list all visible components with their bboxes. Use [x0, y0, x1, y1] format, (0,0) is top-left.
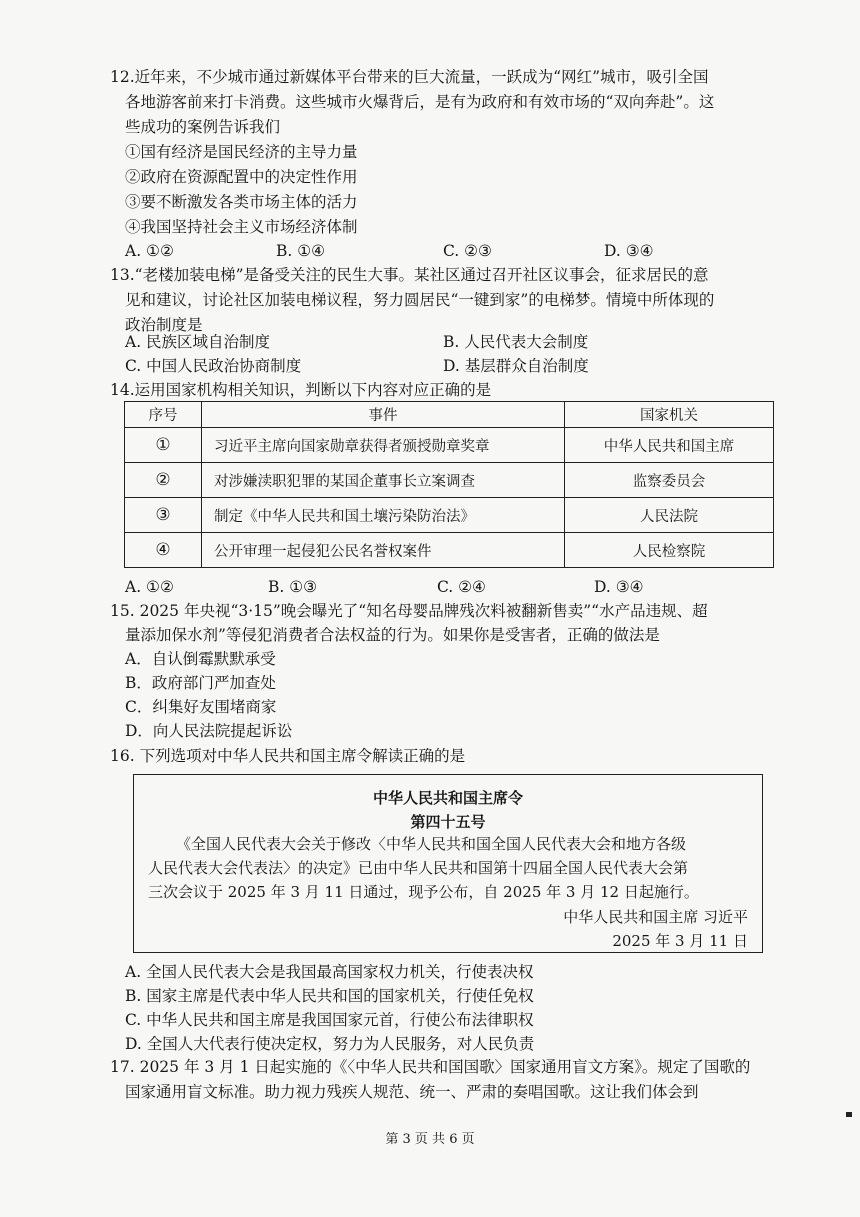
q13-option-a[interactable]: A. 民族区域自治制度: [125, 333, 271, 351]
q12-stem-line-1: 12.近年来，不少城市通过新媒体平台带来的巨大流量，一跃成为“网红”城市，吸引全国: [110, 68, 709, 86]
q15-option-a[interactable]: A．自认倒霉默默承受: [125, 650, 276, 668]
scan-mark: [846, 1112, 852, 1117]
table-row: [125, 463, 774, 498]
order-number: 第四十五号: [410, 813, 486, 831]
q16-stem: 16. 下列选项对中华人民共和国主席令解读正确的是: [110, 747, 466, 765]
q12-item-3: ③要不断激发各类市场主体的活力: [125, 193, 358, 211]
q12-option-a[interactable]: A. ①②: [125, 242, 174, 260]
table-row: [125, 533, 774, 568]
q16-option-d[interactable]: D. 全国人大代表行使决定权，努力为人民服务，对人民负责: [125, 1035, 535, 1053]
q14-row-event: 对涉嫌渎职犯罪的某国企董事长立案调查: [202, 463, 565, 498]
q14-row-organ: 人民法院: [565, 498, 774, 533]
q14-row-organ: 监察委员会: [565, 463, 774, 498]
q14-option-b[interactable]: B. ①③: [268, 578, 318, 596]
q13-stem-line-2: 见和建议，讨论社区加装电梯议程，努力圆居民“一键到家”的电梯梦。情境中所体现的: [125, 291, 715, 309]
q12-stem-line-3: 些成功的案例告诉我们: [125, 118, 281, 136]
q15-option-c[interactable]: C．纠集好友围堵商家: [125, 698, 277, 716]
q12-item-4: ④我国坚持社会主义市场经济体制: [125, 218, 358, 236]
q14-option-a[interactable]: A. ①②: [125, 578, 174, 596]
q13-stem-line-1: 13.“老楼加装电梯”是备受关注的民生大事。某社区通过召开社区议事会，征求居民的意: [110, 266, 709, 284]
q14-table: [124, 401, 774, 568]
q15-option-b[interactable]: B．政府部门严加查处: [125, 674, 276, 692]
q14-row-num: ④: [125, 533, 202, 568]
q14-row-event: 制定《中华人民共和国土壤污染防治法》: [202, 498, 565, 533]
q14-row-organ: 中华人民共和国主席: [565, 428, 774, 463]
page-footer: 第 3 页 共 6 页: [385, 1132, 475, 1147]
order-date: 2025 年 3 月 11 日: [612, 932, 748, 950]
q15-stem-line-1: 15. 2025 年央视“3·15”晚会曝光了“知名母婴品牌残次料被翻新售卖”“水产品违规、超: [110, 602, 708, 620]
q14-option-d[interactable]: D. ③④: [594, 578, 644, 596]
q12-item-1: ①国有经济是国民经济的主导力量: [125, 143, 358, 161]
q14-stem: 14.运用国家机构相关知识，判断以下内容对应正确的是: [110, 381, 492, 399]
q13-option-c[interactable]: C. 中国人民政治协商制度: [125, 357, 302, 375]
q13-stem-line-3: 政治制度是: [125, 316, 203, 334]
q13-option-d[interactable]: D. 基层群众自治制度: [443, 357, 589, 375]
order-body-line-1: 《全国人民代表大会关于修改〈中华人民共和国全国人民代表大会和地方各级: [176, 835, 687, 853]
q14-row-organ: 人民检察院: [565, 533, 774, 568]
table-row: [125, 498, 774, 533]
q12-option-b[interactable]: B. ①④: [276, 242, 326, 260]
order-body-line-3: 三次会议于 2025 年 3 月 11 日通过，现予公布，自 2025 年 3 月 12 日起施行。: [148, 883, 699, 901]
q16-option-a[interactable]: A. 全国人民代表大会是我国最高国家权力机关，行使表决权: [125, 963, 534, 981]
q14-header-organ: 国家机关: [565, 402, 774, 428]
q14-row-event: 公开审理一起侵犯公民名誉权案件: [202, 533, 565, 568]
q14-header-event: 事件: [202, 402, 565, 428]
table-row: [125, 428, 774, 463]
q16-option-c[interactable]: C. 中华人民共和国主席是我国国家元首，行使公布法律职权: [125, 1011, 534, 1029]
order-title: 中华人民共和国主席令: [372, 789, 523, 807]
q14-row-num: ②: [125, 463, 202, 498]
q17-stem-line-2: 国家通用盲文标准。助力视力残疾人规范、统一、严肃的奏唱国歌。这让我们体会到: [125, 1083, 699, 1101]
q16-option-b[interactable]: B. 国家主席是代表中华人民共和国的国家机关，行使任免权: [125, 987, 534, 1005]
q12-option-d[interactable]: D. ③④: [604, 242, 654, 260]
q14-table-header: [125, 402, 774, 428]
order-body-line-2: 人民代表大会代表法〉的决定》已由中华人民共和国第十四届全国人民代表大会第: [148, 859, 689, 877]
q14-row-num: ①: [125, 428, 202, 463]
q13-option-b[interactable]: B. 人民代表大会制度: [443, 333, 589, 351]
presidential-order-box: [133, 774, 763, 953]
q14-row-num: ③: [125, 498, 202, 533]
q15-option-d[interactable]: D．向人民法院提起诉讼: [125, 722, 293, 740]
q14-option-c[interactable]: C. ②④: [437, 578, 486, 596]
q17-stem-line-1: 17. 2025 年 3 月 1 日起实施的《〈中华人民共和国国歌〉国家通用盲文方案》。规定了国歌的: [110, 1058, 751, 1076]
q14-header-num: 序号: [125, 402, 202, 428]
q14-row-event: 习近平主席向国家勋章获得者颁授勋章奖章: [202, 428, 565, 463]
q12-item-2: ②政府在资源配置中的决定性作用: [125, 168, 358, 186]
q12-option-c[interactable]: C. ②③: [443, 242, 492, 260]
order-signature: 中华人民共和国主席 习近平: [563, 908, 748, 926]
q12-stem-line-2: 各地游客前来打卡消费。这些城市火爆背后，是有为政府和有效市场的“双向奔赴”。这: [125, 93, 715, 111]
q15-stem-line-2: 量添加保水剂”等侵犯消费者合法权益的行为。如果你是受害者，正确的做法是: [125, 626, 660, 644]
